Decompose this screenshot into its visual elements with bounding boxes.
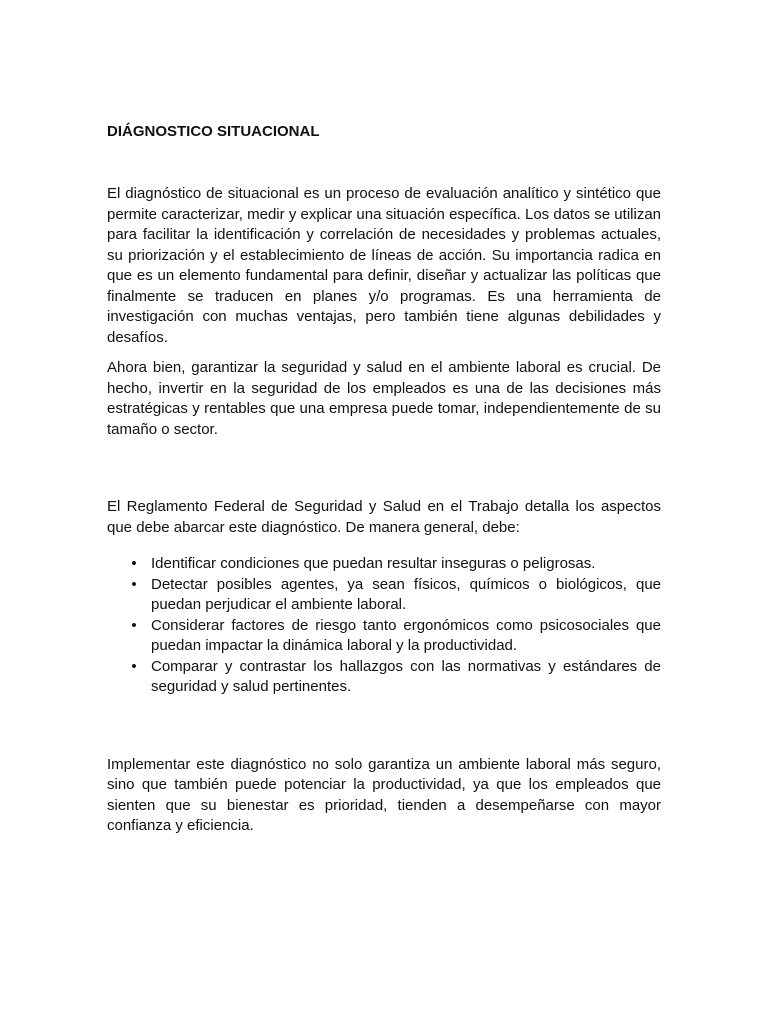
paragraph-importance: Ahora bien, garantizar la seguridad y salud en el ambiente laboral es crucial. De hecho, invertir en la seguridad de los empleados es una de las decisiones más estratégicas y rentables que una empresa puede tomar, independientemente de su tamaño o sector. bbox=[107, 359, 661, 438]
bullet-item bbox=[107, 616, 661, 657]
paragraph-definition: El diagnóstico de situacional es un proceso de evaluación analítico y sintético que permite caracterizar, medir y explicar una situación específica. Los datos se utilizan para facilitar la identificación y correlación de necesidades y problemas actuales, su priorización y el establecimiento de líneas de acción. Su importancia radica en que es un elemento fundamental para definir, diseñar y actualizar las políticas que finalmente se traducen en planes y/o programas. Es una herramienta de investigación con muchas ventajas, pero también tiene algunas debilidades y desafíos. bbox=[107, 185, 661, 346]
bullet-text: Comparar y contrastar los hallazgos con las normativas y estándares de seguridad y salud pertinentes. bbox=[151, 657, 661, 695]
bullet-item bbox=[107, 575, 661, 616]
bullet-text: Identificar condiciones que puedan resultar inseguras o peligrosas. bbox=[151, 555, 596, 572]
bullet-text: Considerar factores de riesgo tanto ergonómicos como psicosociales que puedan impactar la dinámica laboral y la productividad. bbox=[151, 616, 661, 654]
document-title: DIÁGNOSTICO SITUACIONAL bbox=[107, 123, 320, 140]
bullet-text: Detectar posibles agentes, ya sean físicos, químicos o biológicos, que puedan perjudicar el ambiente laboral. bbox=[151, 575, 661, 613]
bullet-list bbox=[107, 554, 661, 698]
paragraph-conclusion: Implementar este diagnóstico no solo garantiza un ambiente laboral más seguro, sino que también puede potenciar la productividad, ya que los empleados que sienten que su bienestar es prioridad, tienden a desempeñarse con mayor confianza y eficiencia. bbox=[107, 755, 661, 834]
bullet-icon: • bbox=[131, 657, 137, 675]
bullet-icon: • bbox=[131, 616, 137, 634]
bullet-item bbox=[107, 657, 661, 698]
bullet-icon: • bbox=[131, 555, 137, 572]
bullet-icon: • bbox=[131, 575, 137, 593]
bullet-item bbox=[107, 554, 661, 575]
paragraph-regulation: El Reglamento Federal de Seguridad y Salud en el Trabajo detalla los aspectos que debe abarcar este diagnóstico. De manera general, debe: bbox=[107, 498, 661, 536]
document-body bbox=[107, 122, 661, 837]
